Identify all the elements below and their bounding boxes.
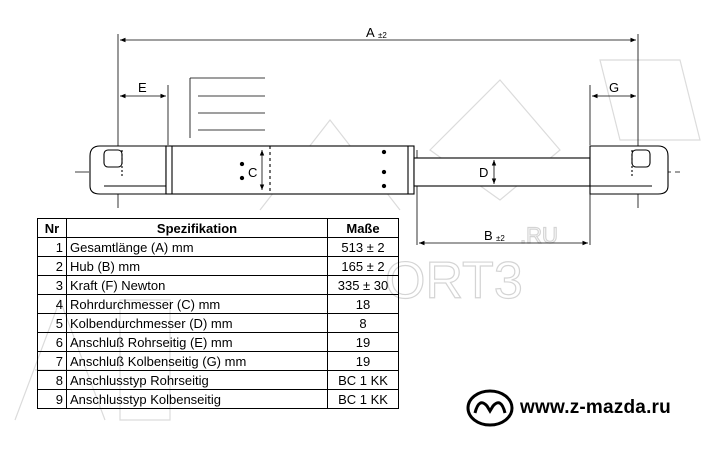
header-nr: Nr [38, 219, 67, 238]
row-desc: Hub (B) mm [67, 257, 328, 276]
piston-rod [414, 158, 590, 186]
row-desc: Anschluß Kolbenseitig (G) mm [67, 352, 328, 371]
table-row [38, 390, 399, 409]
table-row [38, 257, 399, 276]
row-val: 165 ± 2 [328, 257, 399, 276]
dim-label-c: C [248, 165, 258, 180]
row-desc: Kolbendurchmesser (D) mm [67, 314, 328, 333]
dim-label-b: B [484, 228, 493, 243]
brand-footer [466, 390, 671, 426]
logo-spacer [466, 390, 514, 426]
watermark-text-ort: ORT3 [385, 252, 523, 310]
table-row [38, 333, 399, 352]
watermark-text-ru: .RU [520, 223, 558, 248]
extension-lines [118, 34, 638, 245]
row-val: 19 [328, 352, 399, 371]
table-row [38, 238, 399, 257]
row-nr: 3 [38, 276, 67, 295]
row-desc: Anschlusstyp Kolbenseitig [67, 390, 328, 409]
row-val: BC 1 KK [328, 390, 399, 409]
row-val: 513 ± 2 [328, 238, 399, 257]
row-desc: Kraft (F) Newton [67, 276, 328, 295]
table-row [38, 314, 399, 333]
row-nr: 7 [38, 352, 67, 371]
specification-table [37, 218, 399, 409]
table-row [38, 352, 399, 371]
dim-label-g: G [609, 80, 620, 95]
brand-url-link[interactable]: www.z-mazda.ru [520, 397, 671, 418]
row-nr: 4 [38, 295, 67, 314]
row-nr: 1 [38, 238, 67, 257]
row-val: 335 ± 30 [328, 276, 399, 295]
row-desc: Rohrdurchmesser (C) mm [67, 295, 328, 314]
table-row [38, 276, 399, 295]
row-nr: 5 [38, 314, 67, 333]
row-val: 18 [328, 295, 399, 314]
row-nr: 9 [38, 390, 67, 409]
dim-label-a: A [366, 25, 375, 40]
row-desc: Anschluß Rohrseitig (E) mm [67, 333, 328, 352]
row-nr: 6 [38, 333, 67, 352]
dim-label-e: E [138, 80, 147, 95]
dim-tol-b: ±2 [496, 234, 505, 243]
row-nr: 8 [38, 371, 67, 390]
row-nr: 2 [38, 257, 67, 276]
table-row [38, 371, 399, 390]
row-val: 8 [328, 314, 399, 333]
row-val: 19 [328, 333, 399, 352]
dim-label-d: D [479, 165, 489, 180]
right-end-fitting [590, 146, 668, 194]
header-masse: Maße [328, 219, 399, 238]
row-desc: Gesamtlänge (A) mm [67, 238, 328, 257]
row-val: BC 1 KK [328, 371, 399, 390]
reference-lines [190, 78, 265, 138]
dim-tol-a: ±2 [378, 31, 387, 40]
cylinder-tube [166, 146, 414, 194]
header-spezifikation: Spezifikation [67, 219, 328, 238]
row-desc: Anschlusstyp Rohrseitig [67, 371, 328, 390]
left-end-fitting [90, 146, 166, 194]
table-header-row [38, 219, 399, 238]
table-row [38, 295, 399, 314]
